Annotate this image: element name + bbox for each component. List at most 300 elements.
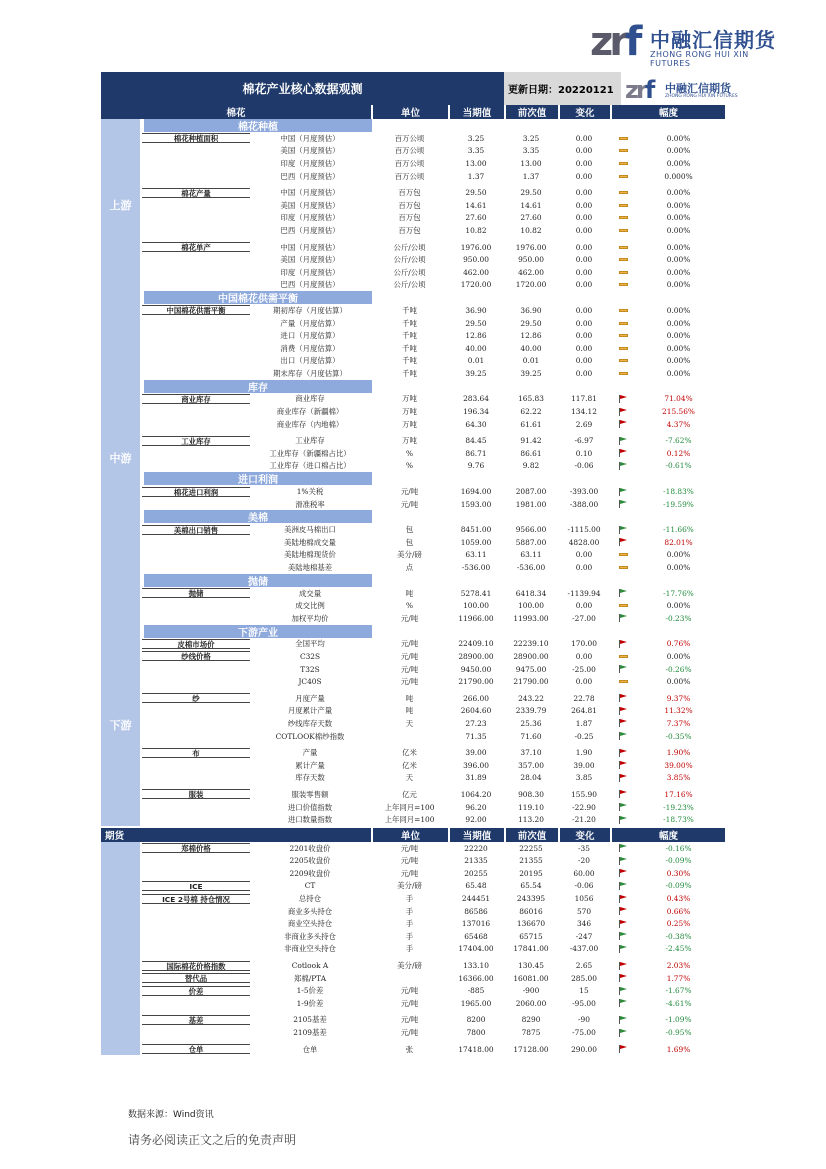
row-unit: 万吨 bbox=[402, 407, 417, 417]
table-row bbox=[142, 772, 741, 785]
row-trend-cell bbox=[611, 145, 635, 158]
row-pct: 0.00% bbox=[666, 368, 691, 378]
row-unit: 元/吨 bbox=[400, 487, 419, 497]
row-current: 1.37 bbox=[467, 171, 485, 181]
row-current: 950.00 bbox=[463, 255, 489, 265]
row-change: 3.85 bbox=[575, 773, 593, 783]
row-category: 棉花产量 bbox=[142, 188, 250, 198]
row-unit: 亿米 bbox=[402, 748, 417, 758]
row-pct: -0.09% bbox=[665, 881, 692, 891]
table-row bbox=[142, 132, 741, 145]
row-trend-cell bbox=[611, 692, 635, 705]
row-previous: 14.61 bbox=[520, 200, 542, 210]
row-item: 2201收盘价 bbox=[289, 843, 331, 853]
row-item: 累计产量 bbox=[295, 760, 325, 770]
row-item: 美洲皮马棉出口 bbox=[284, 525, 336, 535]
row-unit: 吨 bbox=[405, 706, 414, 716]
row-previous: 3.35 bbox=[522, 146, 540, 156]
row-current: 5278.41 bbox=[460, 588, 492, 598]
table-row bbox=[142, 984, 741, 997]
row-trend-cell bbox=[611, 460, 635, 473]
row-previous: 5887.00 bbox=[515, 537, 547, 547]
row-previous: 61.61 bbox=[520, 419, 542, 429]
row-previous: -536.00 bbox=[516, 563, 546, 573]
row-change: -25.00 bbox=[572, 664, 596, 674]
row-unit: 百万公顷 bbox=[394, 133, 425, 143]
table-row bbox=[142, 498, 741, 511]
row-trend-cell bbox=[611, 367, 635, 380]
row-pct: -4.61% bbox=[665, 998, 692, 1008]
title-logo-mark-text: zr bbox=[625, 76, 645, 104]
row-unit: 百万包 bbox=[398, 188, 421, 198]
row-previous: 165.83 bbox=[518, 394, 544, 404]
table-row bbox=[142, 1014, 741, 1027]
row-change: 0.00 bbox=[575, 343, 593, 353]
row-change: 570 bbox=[576, 906, 592, 916]
row-change: 264.81 bbox=[571, 706, 597, 716]
row-previous: 0.01 bbox=[522, 356, 540, 366]
row-current: 16366.00 bbox=[458, 973, 494, 983]
title-logo-mark-icon bbox=[625, 76, 652, 104]
row-change: 1056 bbox=[574, 894, 594, 904]
down-flag-icon bbox=[619, 589, 628, 597]
row-unit: 元/吨 bbox=[400, 639, 419, 649]
row-change: -1139.94 bbox=[567, 588, 601, 598]
table-row bbox=[142, 692, 741, 705]
row-current: 3.35 bbox=[467, 146, 485, 156]
row-item: 巴西（月度预估） bbox=[280, 280, 340, 290]
row-change: -21.20 bbox=[572, 815, 596, 825]
row-change: 0.00 bbox=[575, 601, 593, 611]
flat-bar-icon bbox=[619, 258, 628, 261]
row-trend-cell bbox=[611, 561, 635, 574]
down-flag-icon bbox=[619, 857, 628, 865]
row-item: 滑准税率 bbox=[295, 499, 325, 509]
brand-name-cn: 中融汇信期货 bbox=[650, 28, 776, 52]
flat-bar-icon bbox=[619, 322, 628, 325]
row-pct: 0.00% bbox=[666, 651, 691, 661]
row-category: 棉花进口利润 bbox=[142, 487, 250, 497]
row-change: 2.69 bbox=[575, 419, 593, 429]
current-header: 当期值 bbox=[450, 105, 504, 119]
row-previous: 36.90 bbox=[520, 305, 542, 315]
section-banner: 棉花种植 bbox=[144, 119, 372, 132]
row-item: 加权平均价 bbox=[291, 613, 329, 623]
row-change: -247 bbox=[575, 931, 593, 941]
row-change: 0.00 bbox=[575, 255, 593, 265]
row-previous: 21790.00 bbox=[513, 677, 549, 687]
row-previous: 130.45 bbox=[518, 961, 544, 971]
row-unit: 亿元 bbox=[402, 789, 417, 799]
row-trend-cell bbox=[611, 1014, 635, 1027]
table-row bbox=[142, 959, 741, 972]
table-row bbox=[142, 145, 741, 158]
up-flag-icon bbox=[619, 640, 628, 648]
row-pct: 0.00% bbox=[666, 356, 691, 366]
row-item: 期末库存（月度估算） bbox=[273, 368, 347, 378]
up-flag-icon bbox=[619, 707, 628, 715]
table-row bbox=[142, 212, 741, 225]
row-category: 替代品 bbox=[142, 973, 250, 983]
title-row bbox=[101, 72, 741, 105]
row-trend-cell bbox=[611, 917, 635, 930]
row-change: -0.06 bbox=[574, 461, 594, 471]
row-unit: 百万公顷 bbox=[394, 146, 425, 156]
row-change: 155.90 bbox=[571, 789, 597, 799]
row-change: 0.00 bbox=[575, 267, 593, 277]
down-flag-icon bbox=[619, 945, 628, 953]
row-trend-cell bbox=[611, 498, 635, 511]
row-trend-cell bbox=[611, 772, 635, 785]
row-pct: -18.83% bbox=[663, 487, 694, 497]
down-flag-icon bbox=[619, 816, 628, 824]
row-pct: 0.00% bbox=[666, 343, 691, 353]
flat-bar-icon bbox=[619, 566, 628, 569]
row-previous: 2087.00 bbox=[515, 487, 547, 497]
row-pct: 0.00% bbox=[666, 213, 691, 223]
row-pct: -0.16% bbox=[665, 843, 692, 853]
row-change: 0.00 bbox=[575, 171, 593, 181]
group-body bbox=[142, 625, 741, 826]
cotton-groups bbox=[101, 119, 741, 826]
table-row bbox=[142, 930, 741, 943]
row-item: 中国（月度预估） bbox=[280, 133, 340, 143]
row-unit: 万吨 bbox=[402, 419, 417, 429]
row-category: 郑棉价格 bbox=[142, 843, 250, 853]
row-current: 1064.20 bbox=[460, 789, 492, 799]
row-change: 1.90 bbox=[575, 748, 593, 758]
row-current: 92.00 bbox=[465, 815, 487, 825]
row-item: 产量（月度估算） bbox=[280, 318, 340, 328]
row-previous: 462.00 bbox=[518, 267, 544, 277]
row-previous: 21355 bbox=[519, 856, 543, 866]
row-change: -90 bbox=[578, 1015, 590, 1025]
row-unit: 吨 bbox=[405, 693, 414, 703]
row-trend-cell bbox=[611, 959, 635, 972]
row-item: 进口价值指数 bbox=[287, 802, 333, 812]
row-change: 0.00 bbox=[575, 563, 593, 573]
row-pct: 0.00% bbox=[666, 133, 691, 143]
table-row bbox=[142, 253, 741, 266]
row-pct: 9.37% bbox=[666, 693, 691, 703]
row-item: 美陆地棉基差 bbox=[287, 563, 333, 573]
row-previous: 243395 bbox=[516, 894, 546, 904]
up-flag-icon bbox=[619, 420, 628, 428]
row-current: 100.00 bbox=[463, 601, 489, 611]
table-row bbox=[142, 418, 741, 431]
table-row bbox=[142, 1026, 741, 1039]
row-previous: 3.25 bbox=[522, 133, 540, 143]
row-item: 进口数量指数 bbox=[287, 815, 333, 825]
row-previous: 1720.00 bbox=[515, 280, 547, 290]
row-previous: 1976.00 bbox=[515, 242, 547, 252]
row-item: 美国（月度预估） bbox=[280, 255, 340, 265]
table-row bbox=[142, 599, 741, 612]
row-trend-cell bbox=[611, 730, 635, 743]
row-unit: 元/吨 bbox=[400, 1028, 419, 1038]
row-previous: 10.82 bbox=[520, 225, 542, 235]
row-previous: 29.50 bbox=[520, 318, 542, 328]
row-unit: 公斤/公顷 bbox=[393, 255, 426, 265]
row-previous: 17128.00 bbox=[513, 1044, 549, 1054]
up-flag-icon bbox=[619, 449, 628, 457]
table-row bbox=[142, 367, 741, 380]
row-trend-cell bbox=[611, 418, 635, 431]
table-row bbox=[142, 746, 741, 759]
row-item: 1-9价差 bbox=[296, 998, 324, 1008]
row-change: -437.00 bbox=[569, 944, 599, 954]
row-item: 纱线库存天数 bbox=[287, 718, 333, 728]
row-current: -885 bbox=[467, 986, 485, 996]
row-previous: 22239.10 bbox=[513, 639, 549, 649]
row-change: 346 bbox=[576, 919, 592, 929]
row-pct: -1.09% bbox=[665, 1015, 692, 1025]
row-current: 20255 bbox=[464, 868, 488, 878]
row-change: -22.90 bbox=[572, 802, 596, 812]
row-unit: 包 bbox=[405, 537, 414, 547]
row-previous: 1981.00 bbox=[515, 499, 547, 509]
row-previous: 8290 bbox=[521, 1015, 541, 1025]
row-item: 月度产量 bbox=[295, 693, 325, 703]
flat-bar-icon bbox=[619, 334, 628, 337]
down-flag-icon bbox=[619, 462, 628, 470]
row-category: 中国棉花供需平衡 bbox=[142, 305, 250, 315]
row-pct: -0.61% bbox=[665, 461, 692, 471]
row-item: 库存天数 bbox=[295, 773, 325, 783]
row-item: 服装零售额 bbox=[291, 789, 329, 799]
row-trend-cell bbox=[611, 930, 635, 943]
row-previous: 86.61 bbox=[520, 448, 542, 458]
row-trend-cell bbox=[611, 842, 635, 855]
row-trend-cell bbox=[611, 675, 635, 688]
row-item: COTLOOK棉纱指数 bbox=[275, 731, 345, 741]
row-current: 96.20 bbox=[465, 802, 487, 812]
row-trend-cell bbox=[611, 485, 635, 498]
flat-bar-icon bbox=[619, 553, 628, 556]
table-row bbox=[142, 917, 741, 930]
row-category: 商业库存 bbox=[142, 394, 250, 404]
row-change: 170.00 bbox=[571, 639, 597, 649]
row-trend-cell bbox=[611, 663, 635, 676]
row-item: CT bbox=[304, 881, 316, 891]
row-current: 196.34 bbox=[463, 407, 489, 417]
section-banner: 中国棉花供需平衡 bbox=[144, 291, 372, 304]
row-current: 1976.00 bbox=[460, 242, 492, 252]
row-change: 0.00 bbox=[575, 213, 593, 223]
table-row bbox=[142, 549, 741, 562]
row-pct: 1.77% bbox=[666, 973, 691, 983]
row-previous: 63.11 bbox=[520, 550, 542, 560]
row-trend-cell bbox=[611, 549, 635, 562]
row-current: 1720.00 bbox=[460, 280, 492, 290]
row-change: 4828.00 bbox=[568, 537, 600, 547]
row-item: 商业空头持仓 bbox=[287, 919, 333, 929]
row-item: 工业库存（新疆棉占比） bbox=[269, 448, 351, 458]
row-pct: 0.00% bbox=[666, 563, 691, 573]
row-pct: 0.25% bbox=[666, 919, 691, 929]
up-flag-icon bbox=[619, 749, 628, 757]
row-unit: 元/吨 bbox=[400, 998, 419, 1008]
row-previous: 16081.00 bbox=[513, 973, 549, 983]
row-previous: 950.00 bbox=[518, 255, 544, 265]
row-unit: 元/吨 bbox=[400, 856, 419, 866]
row-change: 285.00 bbox=[571, 973, 597, 983]
row-pct: 0.00% bbox=[666, 305, 691, 315]
row-category: 纱 bbox=[142, 693, 250, 703]
row-current: 137016 bbox=[461, 919, 491, 929]
row-previous: 7875 bbox=[521, 1028, 541, 1038]
table-row bbox=[142, 663, 741, 676]
row-unit: 手 bbox=[405, 944, 414, 954]
row-unit: 美分/磅 bbox=[397, 961, 422, 971]
up-flag-icon bbox=[619, 907, 628, 915]
row-item: C32S bbox=[299, 651, 321, 661]
row-pct: -0.23% bbox=[665, 613, 692, 623]
table-row bbox=[142, 241, 741, 254]
row-item: 美国（月度预估） bbox=[280, 200, 340, 210]
row-item: 印度（月度预估） bbox=[280, 213, 340, 223]
row-change: 0.00 bbox=[575, 677, 593, 687]
row-current: 396.00 bbox=[463, 760, 489, 770]
table-row bbox=[142, 460, 741, 473]
table-row bbox=[142, 675, 741, 688]
row-change: -388.00 bbox=[569, 499, 599, 509]
row-item: 2109基差 bbox=[293, 1028, 327, 1038]
row-change: -1115.00 bbox=[567, 525, 601, 535]
row-current: 12.86 bbox=[465, 331, 487, 341]
row-unit: 手 bbox=[405, 894, 414, 904]
flat-bar-icon bbox=[619, 175, 628, 178]
row-item: 仓单 bbox=[302, 1044, 318, 1054]
row-change: 0.10 bbox=[575, 448, 593, 458]
row-item: 1-5价差 bbox=[296, 986, 324, 996]
row-change: 0.00 bbox=[575, 318, 593, 328]
title-logo bbox=[621, 72, 741, 105]
down-flag-icon bbox=[619, 882, 628, 890]
row-previous: 25.36 bbox=[520, 718, 542, 728]
row-unit: 万吨 bbox=[402, 394, 417, 404]
row-previous: 9566.00 bbox=[515, 525, 547, 535]
row-item: 非商业多头持仓 bbox=[284, 931, 336, 941]
row-previous: 2339.79 bbox=[515, 706, 547, 716]
row-item: T32S bbox=[300, 664, 320, 674]
table-row bbox=[142, 759, 741, 772]
row-trend-cell bbox=[611, 759, 635, 772]
row-pct: -17.76% bbox=[663, 588, 694, 598]
row-current: 11966.00 bbox=[458, 613, 494, 623]
up-flag-icon bbox=[619, 920, 628, 928]
row-change: -35 bbox=[578, 843, 590, 853]
row-unit: 上年同月=100 bbox=[384, 815, 435, 825]
row-category: ICE 2号棉 持仓情况 bbox=[142, 894, 250, 904]
row-item: Cotlook A bbox=[291, 961, 329, 971]
row-pct: 0.00% bbox=[666, 601, 691, 611]
row-trend-cell bbox=[611, 997, 635, 1010]
group-1 bbox=[101, 291, 741, 624]
row-change: 0.00 bbox=[575, 331, 593, 341]
row-change: -393.00 bbox=[569, 487, 599, 497]
row-trend-cell bbox=[611, 523, 635, 536]
row-current: 22409.10 bbox=[458, 639, 494, 649]
table-row bbox=[142, 561, 741, 574]
row-current: 1965.00 bbox=[460, 998, 492, 1008]
table-row bbox=[142, 329, 741, 342]
row-previous: 37.10 bbox=[520, 748, 542, 758]
row-previous: 20195 bbox=[519, 868, 543, 878]
row-unit: 千吨 bbox=[402, 318, 417, 328]
table-row bbox=[142, 997, 741, 1010]
row-pct: 0.76% bbox=[666, 639, 691, 649]
row-unit: 美分/磅 bbox=[397, 550, 422, 560]
futures-current-header: 当期值 bbox=[450, 828, 504, 842]
row-unit: 包 bbox=[405, 525, 414, 535]
row-pct: 0.00% bbox=[666, 318, 691, 328]
row-change: 0.00 bbox=[575, 242, 593, 252]
row-current: 31.89 bbox=[465, 773, 487, 783]
row-current: 36.90 bbox=[465, 305, 487, 315]
row-trend-cell bbox=[611, 393, 635, 406]
row-pct: -19.23% bbox=[663, 802, 694, 812]
row-change: 0.00 bbox=[575, 280, 593, 290]
previous-header: 前次值 bbox=[506, 105, 558, 119]
row-pct: 0.00% bbox=[666, 158, 691, 168]
down-flag-icon bbox=[619, 437, 628, 445]
row-current: 71.35 bbox=[465, 731, 487, 741]
up-flag-icon bbox=[619, 962, 628, 970]
row-pct: 11.32% bbox=[664, 706, 693, 716]
row-previous: 65.54 bbox=[520, 881, 542, 891]
row-trend-cell bbox=[611, 304, 635, 317]
row-change: 0.00 bbox=[575, 225, 593, 235]
row-item: 2105基差 bbox=[293, 1015, 327, 1025]
row-unit: 亿米 bbox=[402, 760, 417, 770]
row-item: 商业多头持仓 bbox=[287, 906, 333, 916]
row-trend-cell bbox=[611, 355, 635, 368]
row-change: 0.00 bbox=[575, 188, 593, 198]
row-item: 商业库存 bbox=[295, 394, 325, 404]
row-category: 抛储 bbox=[142, 588, 250, 598]
row-change: -95.00 bbox=[572, 998, 596, 1008]
row-change: 0.00 bbox=[575, 368, 593, 378]
row-change: 1.87 bbox=[575, 718, 593, 728]
unit-header: 单位 bbox=[373, 105, 448, 119]
row-current: 27.23 bbox=[465, 718, 487, 728]
flat-bar-icon bbox=[619, 655, 628, 658]
row-previous: 243.22 bbox=[518, 693, 544, 703]
row-change: 0.00 bbox=[575, 651, 593, 661]
row-trend-cell bbox=[611, 170, 635, 183]
row-item: 工业库存 bbox=[295, 436, 325, 446]
row-current: 28900.00 bbox=[458, 651, 494, 661]
futures-group bbox=[101, 842, 741, 1056]
row-category: 基差 bbox=[142, 1015, 250, 1025]
row-unit: 手 bbox=[405, 931, 414, 941]
row-item: 美国（月度预估） bbox=[280, 146, 340, 156]
row-trend-cell bbox=[611, 867, 635, 880]
table-row bbox=[142, 892, 741, 905]
table-row bbox=[142, 788, 741, 801]
row-category: 纱线价格 bbox=[142, 651, 250, 661]
section-banner: 下游产业 bbox=[144, 625, 372, 638]
row-trend-cell bbox=[611, 813, 635, 826]
row-unit: 元/吨 bbox=[400, 664, 419, 674]
group-body bbox=[142, 291, 741, 624]
row-trend-cell bbox=[611, 329, 635, 342]
row-previous: 28900.00 bbox=[513, 651, 549, 661]
row-trend-cell bbox=[611, 253, 635, 266]
row-previous: 62.22 bbox=[520, 407, 542, 417]
table-row bbox=[142, 717, 741, 730]
